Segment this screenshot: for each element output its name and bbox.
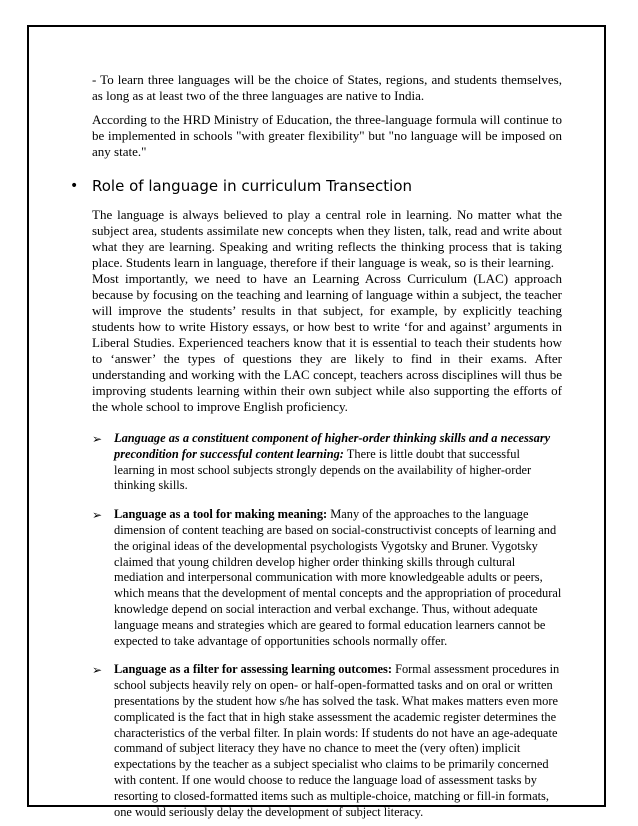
list-item	[92, 507, 562, 649]
arrow-list	[92, 431, 562, 820]
section-paragraph-1: The language is always believed to play a central role in learning. No matter what the subject area, students assimilate new concepts when they listen, talk, read and write about what they are learning. Speaking and writing reflects the thinking process that is taking place. Students learn in language, therefore if their language is weak, so is their learning.	[92, 207, 562, 270]
list-item	[92, 431, 562, 494]
bullet-icon: •	[70, 178, 79, 194]
list-item-text	[114, 431, 562, 494]
list-item-body: There is little doubt that successful learning in most school subjects strongly depends on the availability of higher-order thinking skills.	[114, 446, 532, 493]
list-item-body: Many of the approaches to the language dimension of content teaching are based on social-constructivist concepts of learning and the original ideas of the developmental psychologists Vygotsky and Bruner. Vygotsky claimed that young children develop higher order thinking skills through cultural mediation and interpersonal communication with more knowledgeable adults or peers, which means that the development of mental concepts and the appropriation of procedural knowledge depend on social interaction and verbal exchange. Thus, without adequate language means and strategies which are geared to formal education learners cannot be expected to take advantage of opportunities schools normally offer.	[114, 507, 562, 648]
list-item-title: Language as a constituent component of higher-order thinking skills and a necessary precondition for successful content learning:	[114, 431, 551, 461]
list-item-title: Language as a filter for assessing learning outcomes:	[114, 662, 392, 677]
list-item	[92, 662, 562, 820]
list-item-text	[114, 662, 562, 820]
list-item-text	[114, 507, 562, 649]
intro-paragraph-1: - To learn three languages will be the choice of States, regions, and students themselves, as long as at least two of the three languages are native to India.	[92, 72, 562, 103]
section-heading-text: Role of language in curriculum Transection	[92, 177, 413, 195]
section-heading	[70, 176, 562, 196]
arrow-bullet-icon: ➢	[92, 432, 103, 446]
arrow-bullet-icon: ➢	[92, 663, 103, 678]
list-item-title: Language as a tool for making meaning:	[114, 507, 328, 522]
arrow-bullet-icon: ➢	[92, 508, 103, 523]
list-item-body: Formal assessment procedures in school subjects heavily rely on open- or half-open-formatted tasks and on oral or written presentations by the student how s/he has solved the task. What makes matters even more complicated is the fact that in high stake assessment the academic register determines the characteristics of the verbal filter. In plain words: If students do not have an age-adequate command of subject literacy they have no chance to meet the (very often) implicit expectations by the teacher as a subject specialist who claims to be primarily concerned with content. If one would choose to reduce the language load of assessment tasks by resorting to closed-formatted items such as multiple-choice, matching or fill-in formats, one would seriously delay the development of subject literacy.	[114, 662, 560, 819]
document-body	[70, 72, 562, 820]
intro-paragraph-2: According to the HRD Ministry of Education, the three-language formula will continue to be implemented in schools "with greater flexibility" but "no language will be imposed on any state."	[92, 112, 562, 159]
section-paragraph-2: Most importantly, we need to have an Learning Across Curriculum (LAC) approach because by focusing on the teaching and learning of language within a subject, the teacher will improve the students’ results in that subject, for example, by explicitly teaching students how to write History essays, or how best to write ‘for and against’ arguments in Liberal Studies. Experienced teachers know that it is essential to teach their students how to ‘answer’ the types of questions they are likely to find in their exams. After understanding and working with the LAC concept, teachers across disciplines will thus be improving students learning within their own subject while also supporting the efforts of the whole school to improve English proficiency.	[92, 271, 562, 414]
